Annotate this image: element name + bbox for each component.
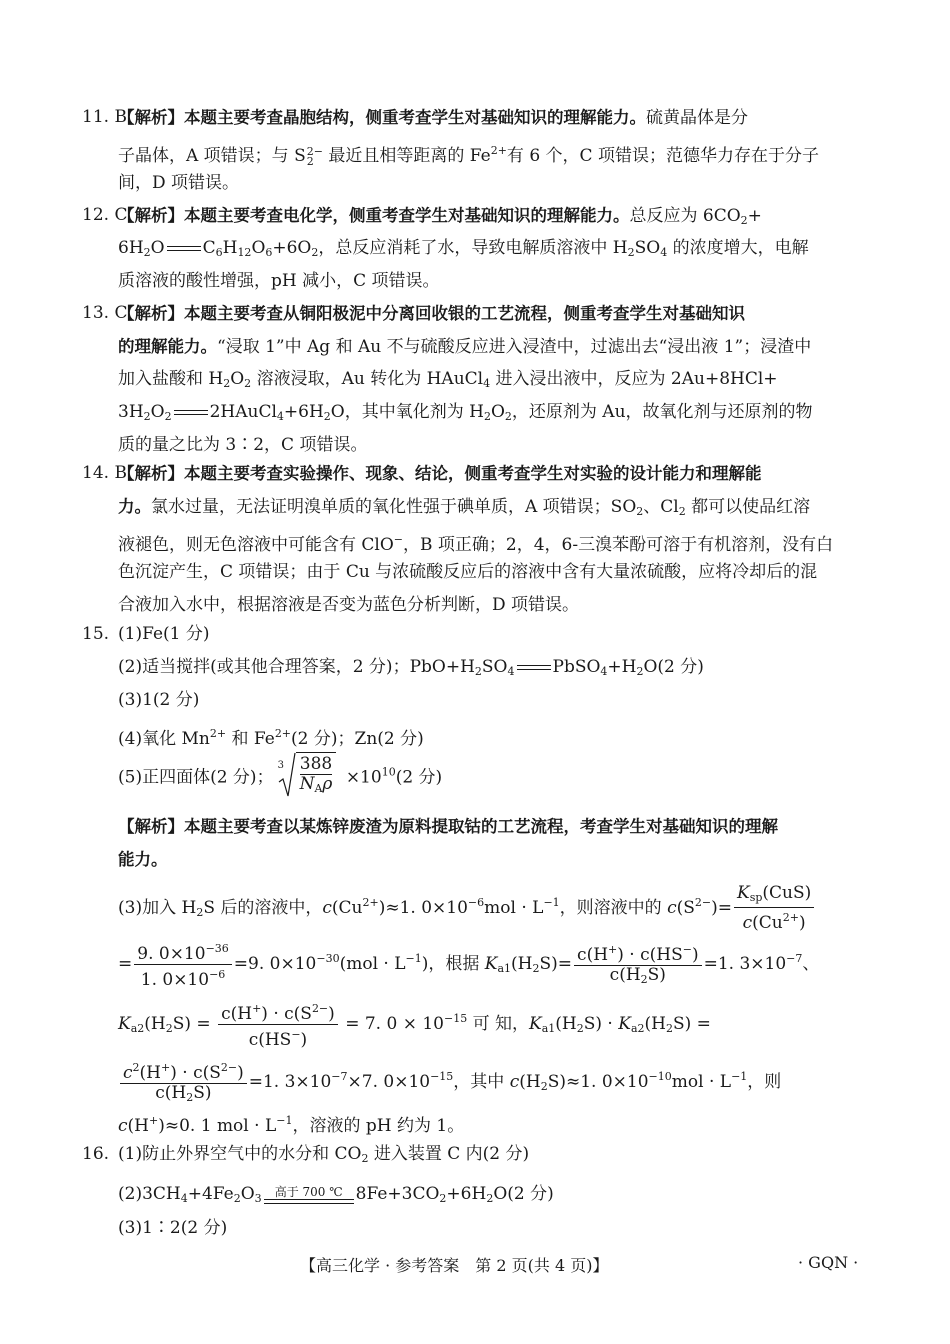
analysis-15: 【解析】本题主要考查以某炼锌废渣为原料提取钴的工艺流程，考查学生对基础知识的理解 能力。 xyxy=(118,817,778,869)
question-13: 13. C 【解析】本题主要考查从铜阳极泥中分离回收银的工艺流程，侧重考查学生对基础知识 的理解能力。“浸取 1”中 Ag 和 Au 不与硫酸反应进入浸渣中，过滤出去“浸出液 1”；浸渣中 加入盐酸和 $H_2O_2$ 溶液浸取，Au 转化为 HAuCl$_4$ 进入浸出液中，反应为 2Au+8HCl+ $3H_2O_2$ $2HAuCl_4+6H_2O$，其中氧化剂为 $H_2O_2$，还原剂为 Au，故氧化剂与还原剂的物 质的量之比为 3∶2，C 项错误。 xyxy=(118,297,863,462)
footer-code: · GQN · xyxy=(798,1253,859,1272)
ksp-fraction: $\frac{K_{sp}(CuS)}{c(Cu^{2+})}$ xyxy=(734,884,814,933)
analysis-tag: 【解析】 xyxy=(118,817,184,836)
question-number: 13. C xyxy=(82,303,128,323)
ka1-fraction: $\frac{c(H^+) \cdot c(HS^-)}{c(H_2S)}$ xyxy=(574,940,702,989)
question-number: 12. C xyxy=(82,205,128,225)
calc-line-3: $K_{a2}(H_2S)$ = $\frac{c(H^+) \cdot c(S^{2-})}{c(HS^-)}$ = 7. $0 \times 10^{-15}$ 可 知，$K_{a1}(H_2S) \cdot K_{a2}(H_2S)$ = xyxy=(118,996,863,1052)
equals-sign xyxy=(517,665,551,670)
reaction-condition-arrow: 高于 700 ℃ xyxy=(264,1186,354,1204)
question-16: 16. (1)防止外界空气中的水分和 $CO_2$ 进入装置 C 内(2 分) xyxy=(118,1138,863,1171)
cube-root: 3 $\frac{388}{N_A\rho}$ xyxy=(278,752,337,804)
page-footer: 【高三化学 · 参考答案 第 2 页(共 4 页)】 xyxy=(300,1256,609,1275)
question-number: 11. B xyxy=(82,107,127,127)
answer-15-5: (5)正四面体(2 分)； 3 $\frac{388}{N_A\rho} \times 10^{10}(2$ 分) xyxy=(118,752,863,804)
analysis-tag: 【解析】 xyxy=(118,464,184,483)
analysis-tag: 【解析】 xyxy=(118,304,184,323)
question-15: 15. (1)Fe(1 分) (2)适当搅拌(或其他合理答案，2 分)；$PbO+H_2SO_4$ $PbSO_4+H_2O(2$ 分) (3)1(2 分) (4)氧化 $Mn^{2+}$ 和 $Fe^{2+}(2$ 分)；Zn(2 分) xyxy=(118,618,863,750)
calc-line-1: (3)加入 $H_2S$ 后的溶液中，$c(Cu^{2+})\approx 1$. $0\times 10^{-6}mol \cdot L^{-1}$，则溶液中的 $c(S^{2-})=$ $\frac{K_{sp}(CuS)}{c(Cu^{2+})}$ xyxy=(118,880,863,936)
answer-16-3: (3)1∶2(2 分) xyxy=(118,1218,228,1238)
radical-sign xyxy=(278,752,296,798)
equals-sign xyxy=(167,246,201,251)
product-fraction: $\frac{c^2(H^+) \cdot c(S^{2-})}{c(H_2S)}$ xyxy=(120,1058,247,1107)
question-14: 14. B 【解析】本题主要考查实验操作、现象、结论，侧重考查学生对实验的设计能力和理解能 力。氯水过量，无法证明溴单质的氧化性强于碘单质，A 项错误；$SO_2$、$Cl_2$ 都可以使品红溶 液褪色，则无色溶液中可能含有 ClO−，B 项正确；2，4，6-三溴苯酚可溶于有机溶剂，没有白 色沉淀产生，C 项错误；由于 Cu 与浓硫酸反应后的溶液中含有大量浓硫酸，应将冷却后的混 合液加入水中，根据溶液是否变为蓝色分析判断，D 项错误。 xyxy=(118,457,863,622)
answer-16-2: $(2)3CH_4+4Fe_2O_3$ 高于 700 ℃ $8Fe+3CO_2+6H_2O(2$ 分) xyxy=(118,1184,554,1205)
calc-line-5: c(H+)≈0. 1 mol · $L^{-1}$，溶液的 pH 约为 1。 xyxy=(118,1114,465,1136)
analysis-tag: 【解析】 xyxy=(118,108,184,127)
question-11: 11. B 【解析】本题主要考查晶胞结构，侧重考查学生对基础知识的理解能力。硫黄晶体是分 子晶体，A 项错误；与 S 2− 2 最近且相等距离的 $Fe^{2+}$有 6 个，C 项错误；范德华力存在于分子 间，D 项错误。 xyxy=(118,101,863,200)
calc-line-4: $\frac{c^2(H^+) \cdot c(S^{2-})}{c(H_2S)}$ =1. $3\times 10^{-7}\times 7$. $0\times 10^{-15}$，其中 $c(H_2S)\approx 1$. $0\times 10^{-10}mol \cdot L^{-1}$，则 xyxy=(118,1054,863,1110)
ratio-fraction: $\frac{9. 0\times 10^{-36}}{1. 0\times 10^{-6}}$ xyxy=(134,939,232,990)
ka2-fraction: $\frac{c(H^+) \cdot c(S^{2-})}{c(HS^-)}$ xyxy=(218,999,338,1050)
analysis-tag: 【解析】 xyxy=(118,206,184,225)
question-number: 14. B xyxy=(82,463,127,483)
calc-line-2: = $\frac{9. 0\times 10^{-36}}{1. 0\times 10^{-6}}$ =9. $0\times 10^{-30}(mol \cdot L^{-1})$，根据 $K_{a1}(H_2S)=$ $\frac{c(H^+) \cdot c(HS^-)}{c(H_2S)}$ =1. $3\times 10^{-7}$、 xyxy=(118,936,863,992)
question-number: 15. xyxy=(82,624,110,644)
equals-sign xyxy=(174,410,208,415)
question-number: 16. xyxy=(82,1144,110,1164)
question-12: 12. C 【解析】本题主要考查电化学，侧重考查学生对基础知识的理解能力。总反应为 $6CO_2+$ $6H_2O$ $C_6H_{12}O_6+6O_2$，总反应消耗了水，导致电解质溶液中 $H_2SO_4$ 的浓度增大，电解 质溶液的酸性增强，pH 减小，C 项错误。 xyxy=(118,199,863,298)
